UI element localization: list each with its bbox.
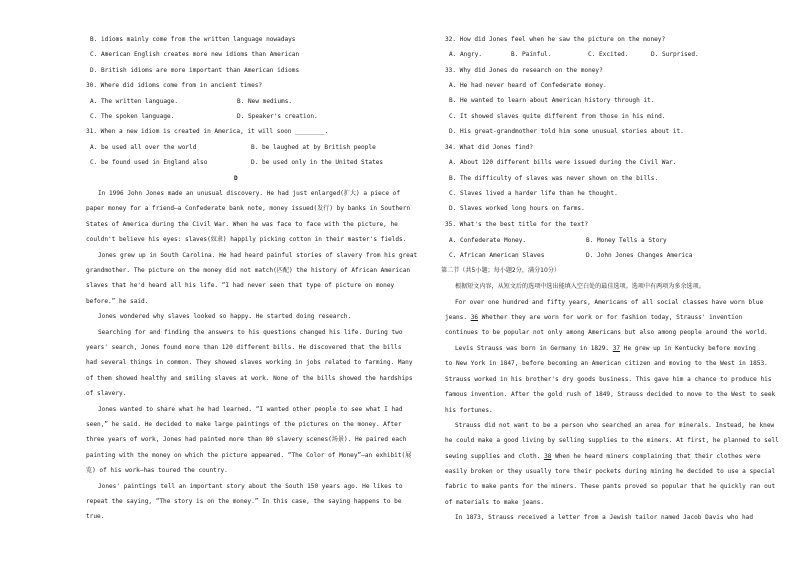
p3-line-2: he could make a good living by selling supplies to the miners. At first, he planned to sell: [445, 437, 779, 444]
passage-line: years' search, Jones found more than 120 different bills. He discovered that the bills: [86, 344, 402, 351]
passage-line: States of America during the Civil War. When he was face to face with the picture, he: [86, 220, 398, 228]
q32-option-b: B. Painful.: [511, 51, 552, 58]
q31-option-a: A. be used all over the world: [90, 144, 197, 151]
q30-option-b: B. New mediums.: [237, 98, 293, 105]
q35-option-c: C. African American Slaves: [449, 252, 545, 259]
p3-line-6: of materials to make jeans.: [445, 499, 545, 506]
q33-option-a: A. He had never heard of Confederate money.: [449, 82, 607, 89]
q34-option-a: A. About 120 different bills were issued during the Civil War.: [449, 159, 677, 166]
passage-line: seen,” he said. He decided to make large paintings of the pictures on the money. After: [86, 421, 402, 428]
q30-option-d: D. Speaker's creation.: [237, 113, 318, 120]
section-d-heading: D: [234, 175, 238, 182]
passage-line: Jones wanted to share what he had learned. “I wanted other people to see what I had: [98, 405, 403, 413]
passage-line: true.: [86, 513, 105, 521]
q33-option-b: B. He wanted to learn about American history through it.: [449, 97, 655, 104]
p1-line-1: For over one hundred and fifty years, Americans of all social classes have worn blue: [455, 299, 764, 306]
q35-option-b: B. Money Tells a Story: [586, 237, 667, 244]
q32-option-c: C. Excited.: [588, 51, 629, 58]
q29-option-c: C. American English creates more new idioms than American: [90, 51, 300, 58]
q31-option-b: B. be laughed at by British people: [251, 144, 376, 151]
p3-line-1: Strauss did not want to be a person who searched an area for minerals. Instead, he knew: [455, 422, 775, 429]
passage-line: three years of work, Jones had painted more than 80 slavery scenes(场景). He paired each: [86, 436, 407, 444]
q32-option-d: D. Surprised.: [651, 51, 699, 58]
q29-option-b: B. idioms mainly come from the written language nowadays: [90, 36, 296, 43]
passage-line: Searching for and finding the answers to his questions changed his life. During two: [98, 328, 403, 336]
passage-line: 览) of his work—has toured the country.: [86, 467, 228, 475]
passage-line: paper money for a friend—a Confederate bank note, money issued(发行) by banks in Southern: [86, 205, 411, 213]
p1-line-2: jeans. 36 Whether they are worn for work or for fashion today, Strauss' invention: [445, 314, 743, 321]
q30-option-a: A. The written language.: [90, 98, 179, 105]
passage-line: of slavery.: [86, 390, 127, 398]
q34-option-c: C. Slaves lived a harder life than he thought.: [449, 190, 618, 197]
p4-line-1: In 1873, Strauss received a letter from a Jewish tailor named Jacob Davis who had: [455, 514, 753, 521]
q35-option-a: A. Confederate Money.: [449, 237, 527, 244]
q31-stem: 31. When a new idiom is created in America, it will soon ________.: [86, 128, 329, 135]
p2-line-4: famous invention. After the gold rush of 1849, Strauss decided to move to the West to seek: [445, 391, 776, 398]
passage-line: couldn't believe his eyes: slaves(奴隶) happily picking cotton in their master's fields.: [86, 236, 407, 244]
q32-option-a: A. Angry.: [449, 51, 483, 58]
q32-stem: 32. How did Jones feel when he saw the picture on the money?: [445, 36, 666, 43]
passage-line: In 1996 John Jones made an unusual discovery. He had just enlarged(扩大) a piece of: [98, 190, 401, 197]
p2-line-2: to New York in 1847, before becoming an American citizen and moving to the West in 1853.: [445, 360, 768, 367]
passage-line: before.” he said.: [86, 297, 149, 305]
section2-title: 第二节（共5小题；每小题2分，满分10分）: [441, 267, 561, 274]
q29-option-d: D. British idioms are more important than American idioms: [90, 67, 300, 74]
passage-line: Jones' paintings tell an important story about the South 150 years ago. He likes to: [98, 482, 403, 490]
blank-38[interactable]: 38: [544, 453, 552, 460]
p2-line-1: Levis Strauss was born in Germany in 1829. 37 He grew up in Kentucky before moving: [455, 345, 756, 352]
q34-option-d: D. Slaves worked long hours on farms.: [449, 205, 585, 212]
p3-line-5: fabric to make pants for the miners. These pants proved so popular that he quickly ran out: [445, 483, 776, 490]
q30-option-c: C. The spoken language.: [90, 113, 175, 120]
passage-line: slaves that he'd heard all his life. “I had never seen that type of picture on money: [86, 282, 395, 290]
p3-line-4: easily broken or they usually tore their pockets during mining he decided to use a special: [445, 468, 776, 475]
q30-stem: 30. Where did idioms come from in ancient times?: [86, 82, 263, 89]
passage-line: painting with the money on which the picture appeared. “The Color of Money”—an exhibit(展: [86, 451, 412, 459]
p2-line-3: Strauss worked in his brother's dry goods business. This gave him a chance to produce his: [445, 376, 772, 383]
passage-line: Jones wondered why slaves looked so happy. He started doing research.: [98, 313, 352, 321]
q34-stem: 34. What did Jones find?: [445, 144, 534, 151]
q31-option-d: D. be used only in the United States: [251, 159, 384, 166]
section2-instructions: 根据短文内容，从短文后的选项中选出能填入空白处的最佳选项。选项中有两项为多余选项。: [455, 283, 705, 290]
blank-37[interactable]: 37: [612, 345, 621, 352]
passage-line: Jones grew up in South Carolina. He had heard painful stories of slavery from his great: [98, 251, 418, 259]
blank-36[interactable]: 36: [470, 314, 479, 321]
p1-line-3: continues to be popular not only among Americans but also among people around the world.: [445, 329, 768, 336]
passage-line: grandmother. The picture on the money did not match(匹配) the history of African American: [86, 267, 411, 274]
q35-option-d: D. John Jones Changes America: [586, 252, 693, 259]
q33-option-d: D. His great-grandmother told him some unusual stories about it.: [449, 128, 684, 135]
q33-stem: 33. Why did Jones do research on the money?: [445, 67, 603, 74]
q35-stem: 35. What's the best title for the text?: [445, 221, 589, 228]
q31-option-c: C. be found used in England also: [90, 159, 208, 166]
q33-option-c: C. It showed slaves quite different from those in his mind.: [449, 113, 666, 120]
passage-line: of them showed healthy and smiling slaves at work. None of the bills showed the hardships: [86, 374, 413, 382]
q34-option-b: B. The difficulty of slaves was never shown on the bills.: [449, 175, 659, 182]
passage-line: repeat the saying, “The story is on the money.” In this case, the saying happens to be: [86, 498, 402, 505]
p2-line-5: his fortunes.: [445, 407, 493, 414]
p3-line-3: sewing supplies and cloth. 38 When he heard miners complaining that their clothes were: [445, 453, 761, 460]
passage-line: had several things in common. They showed slaves working in jobs related to farming. Many: [86, 359, 413, 367]
